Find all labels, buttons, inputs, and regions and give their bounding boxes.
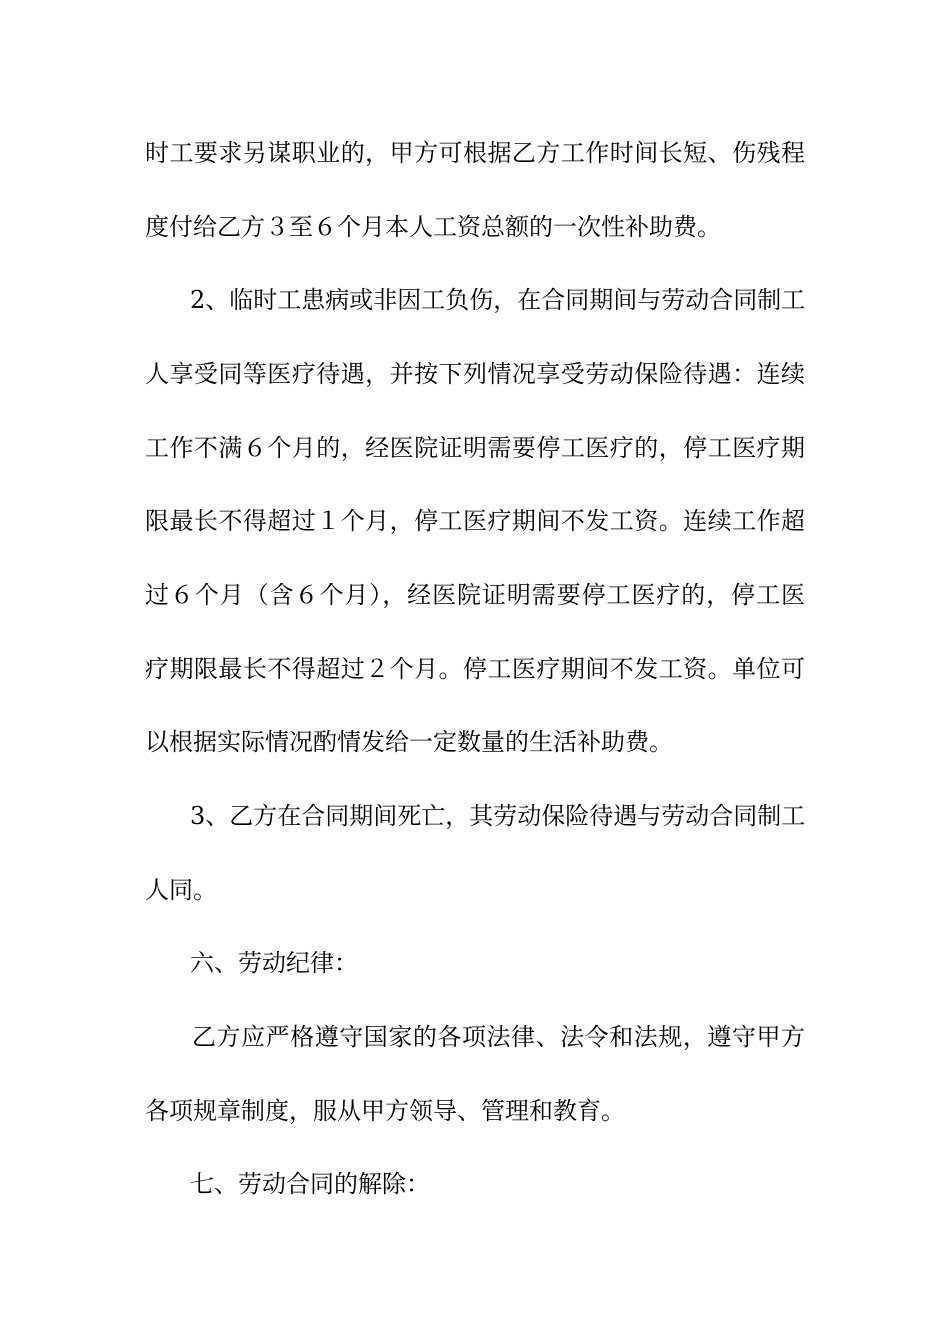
paragraph-line — [0, 207, 950, 247]
paragraph-line — [0, 428, 950, 468]
line-text: 以根据实际情况酌情发给一定数量的生活补助费。 — [145, 728, 673, 756]
paragraph-line — [0, 501, 950, 541]
line-text: 限最长不得超过１个月，停工医疗期间不发工资。连续工作超 — [145, 507, 805, 535]
line-text: 疗期限最长不得超过２个月。停工医疗期间不发工资。单位可 — [145, 655, 805, 683]
paragraph-line — [0, 1017, 950, 1057]
paragraph-line — [0, 280, 950, 320]
paragraph-line — [0, 796, 950, 836]
line-text: 时工要求另谋职业的，甲方可根据乙方工作时间长短、伤残程 — [145, 139, 805, 167]
paragraph-line — [0, 722, 950, 762]
section-heading — [0, 943, 950, 983]
line-text: 2、临时工患病或非因工负伤，在合同期间与劳动合同制工 — [190, 286, 806, 314]
heading-text: 六、劳动纪律： — [190, 949, 358, 977]
paragraph-line — [0, 575, 950, 615]
line-text: 过６个月（含６个月），经医院证明需要停工医疗的，停工医 — [145, 581, 805, 609]
paragraph-line — [0, 649, 950, 689]
paragraph-line — [0, 133, 950, 173]
line-text: 工作不满６个月的，经医院证明需要停工医疗的，停工医疗期 — [145, 434, 805, 462]
line-text: 3、乙方在合同期间死亡，其劳动保险待遇与劳动合同制工 — [190, 802, 806, 830]
line-text: 乙方应严格遵守国家的各项法律、法令和法规，遵守甲方 — [192, 1023, 805, 1051]
line-text: 度付给乙方３至６个月本人工资总额的一次性补助费。 — [145, 213, 721, 241]
line-text: 各项规章制度，服从甲方领导、管理和教育。 — [145, 1097, 625, 1125]
line-text: 人同。 — [145, 876, 217, 904]
paragraph-line — [0, 354, 950, 394]
paragraph-line — [0, 870, 950, 910]
heading-text: 七、劳动合同的解除： — [190, 1170, 430, 1198]
section-heading — [0, 1164, 950, 1204]
paragraph-line — [0, 1091, 950, 1131]
line-text: 人享受同等医疗待遇，并按下列情况享受劳动保险待遇：连续 — [145, 360, 805, 388]
